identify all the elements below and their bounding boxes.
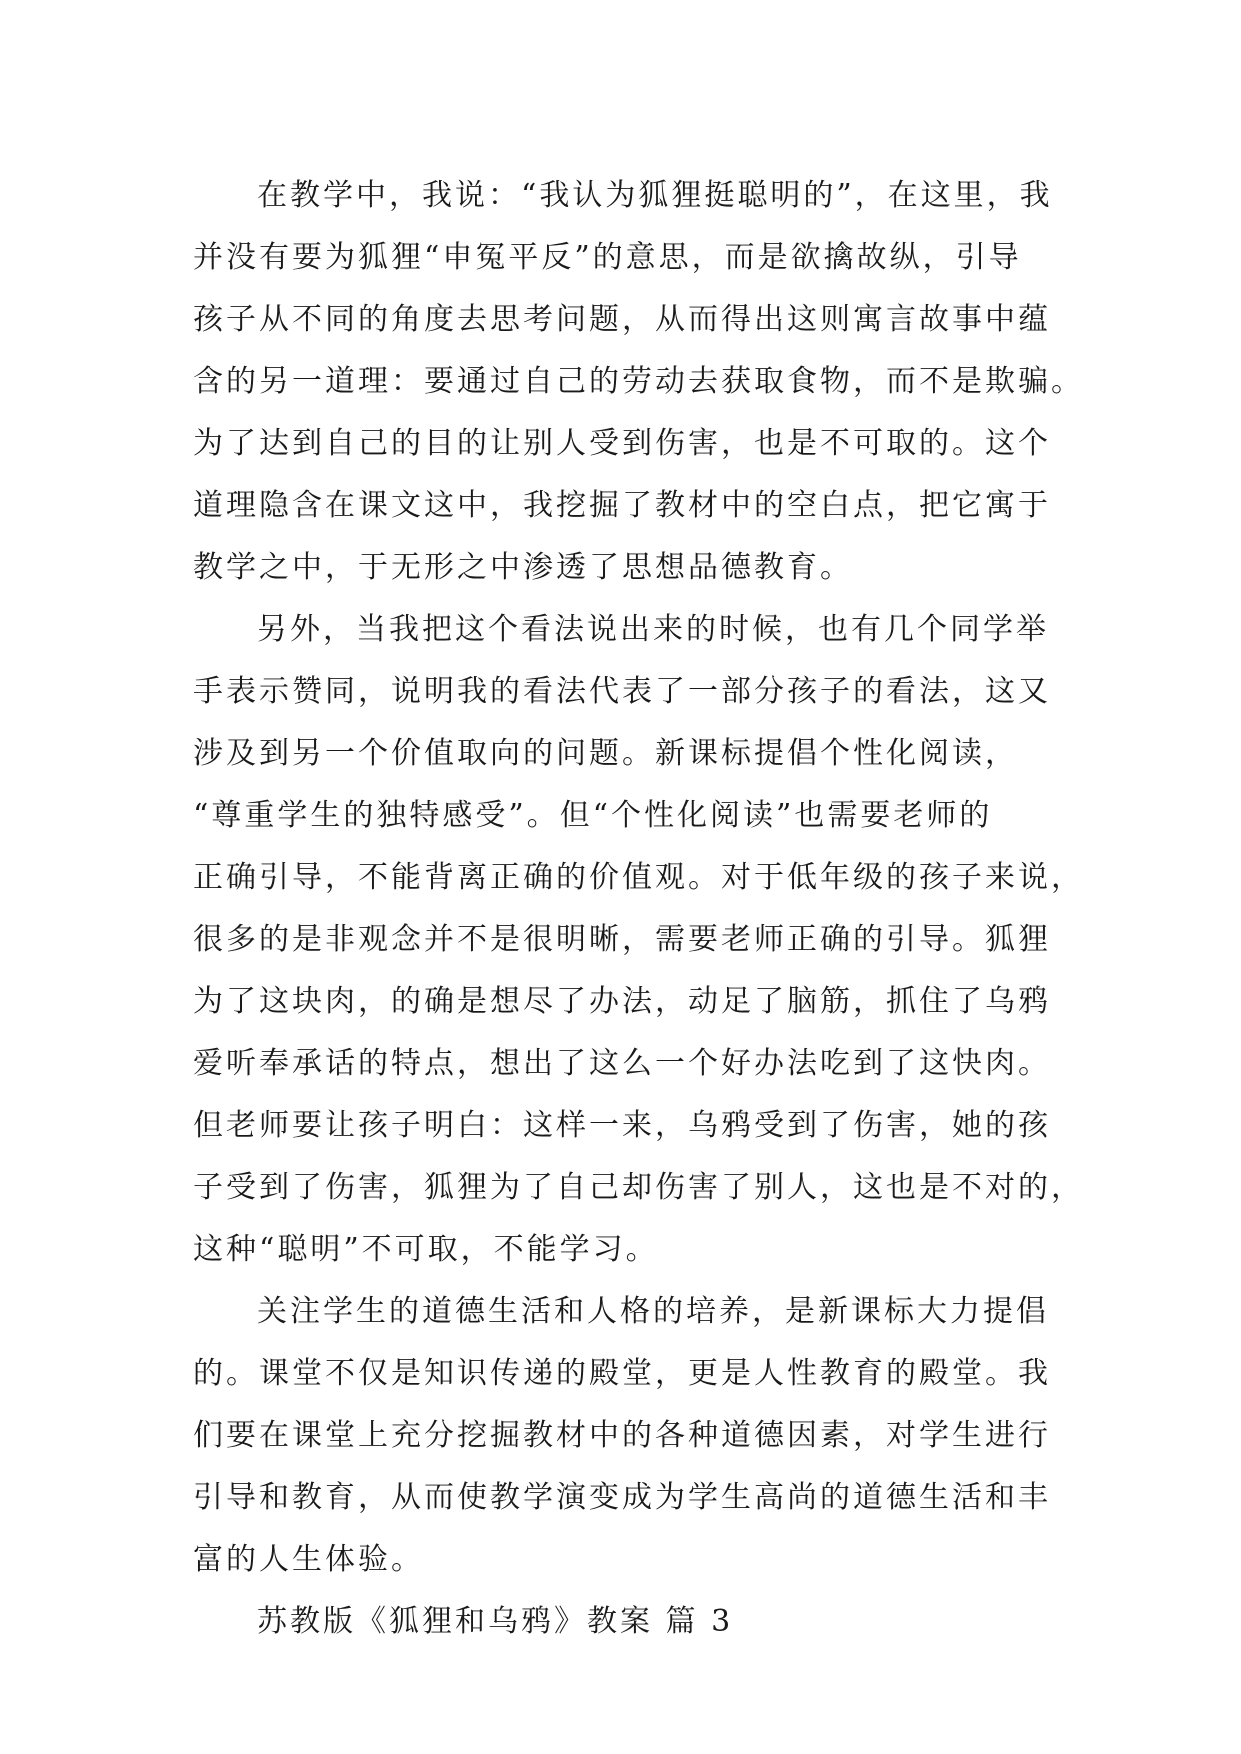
- paragraph-2: [193, 599, 1084, 1281]
- paragraph-line: “尊重学生的独特感受”。但“个性化阅读”也需要老师的: [193, 798, 993, 833]
- paragraph-line: 这种“聪明”不可取，不能学习。: [193, 1232, 659, 1267]
- paragraph-line: 孩子从不同的角度去思考问题，从而得出这则寓言故事中蕴: [193, 302, 1051, 337]
- paragraph-line: 教学之中，于无形之中渗透了思想品德教育。: [193, 550, 853, 585]
- paragraph-line: 关注学生的道德生活和人格的培养，是新课标大力提倡: [257, 1294, 1049, 1329]
- paragraph-3: [193, 1281, 1058, 1591]
- paragraph-line: 子受到了伤害，狐狸为了自己却伤害了别人，这也是不对的，: [193, 1170, 1084, 1205]
- section-heading-text: 苏教版《狐狸和乌鸦》教案 篇 3: [257, 1604, 734, 1639]
- paragraph-line: 手表示赞同，说明我的看法代表了一部分孩子的看法，这又: [193, 674, 1051, 709]
- paragraph-line: 为了达到自己的目的让别人受到伤害，也是不可取的。这个: [193, 426, 1051, 461]
- paragraph-line: 含的另一道理：要通过自己的劳动去获取食物，而不是欺骗。: [193, 364, 1084, 399]
- paragraph-line: 道理隐含在课文这中，我挖掘了教材中的空白点，把它寓于: [193, 488, 1051, 523]
- paragraph-line: 引导和教育，从而使教学演变成为学生高尚的道德生活和丰: [193, 1480, 1051, 1515]
- paragraph-line: 们要在课堂上充分挖掘教材中的各种道德因素，对学生进行: [193, 1418, 1051, 1453]
- paragraph-line: 正确引导，不能背离正确的价值观。对于低年级的孩子来说，: [193, 860, 1084, 895]
- paragraph-line: 另外，当我把这个看法说出来的时候，也有几个同学举: [257, 612, 1049, 647]
- paragraph-line: 涉及到另一个价值取向的问题。新课标提倡个性化阅读，: [193, 736, 1018, 771]
- paragraph-line: 富的人生体验。: [193, 1542, 424, 1577]
- paragraph-1: [193, 165, 1084, 599]
- paragraph-line: 为了这块肉，的确是想尽了办法，动足了脑筋，抓住了乌鸦: [193, 984, 1051, 1019]
- paragraph-line: 在教学中，我说：“我认为狐狸挺聪明的”，在这里，我: [257, 178, 1053, 213]
- paragraph-line: 并没有要为狐狸“申冤平反”的意思，而是欲擒故纵，引导: [193, 240, 1022, 275]
- section-heading: [193, 1591, 1058, 1653]
- paragraph-line: 但老师要让孩子明白：这样一来，乌鸦受到了伤害，她的孩: [193, 1108, 1051, 1143]
- document-body: [193, 165, 1084, 1653]
- paragraph-line: 爱听奉承话的特点，想出了这么一个好办法吃到了这快肉。: [193, 1046, 1051, 1081]
- paragraph-line: 很多的是非观念并不是很明晰，需要老师正确的引导。狐狸: [193, 922, 1051, 957]
- paragraph-line: 的。课堂不仅是知识传递的殿堂，更是人性教育的殿堂。我: [193, 1356, 1051, 1391]
